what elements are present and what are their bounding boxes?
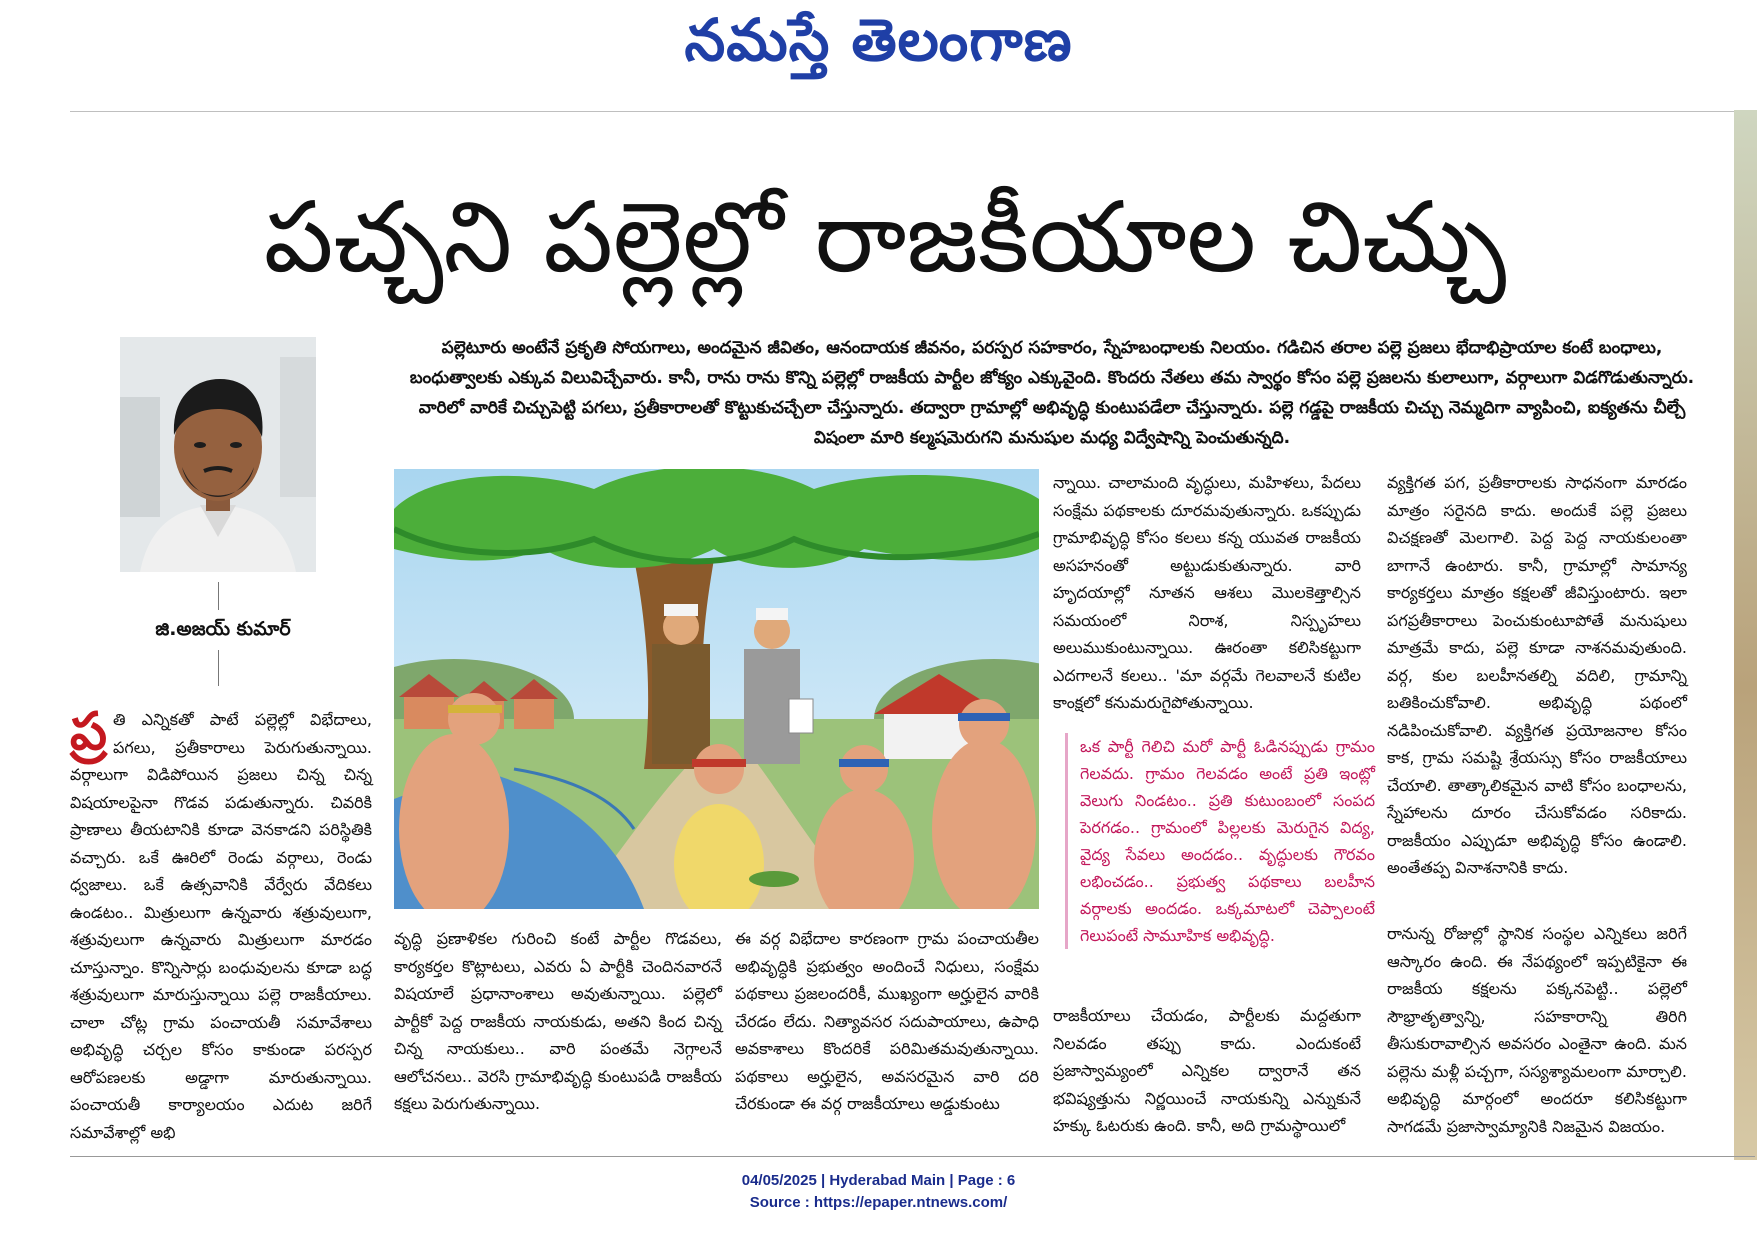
footer-divider — [70, 1156, 1755, 1157]
column-2-text: వృద్ధి ప్రణాళికల గురించి కంటే పార్టీల గొడవలు, కార్యకర్తల కొట్లాటలు, ఎవరు ఏ పార్టీకి చెందినవారనే విషయాలే ప్రధానాంశాలు అవుతున్నాయి. పల్లెలో పార్టీకో పెద్ద రాజకీయ నాయకుడు, అతని కింద చిన్న చిన్న నాయకులు.. వారి పంతమే నెగ్గాలనే ఆలోచనలు.. వెరసి గ్రామాభివృద్ధి కుంటుపడి రాజకీయ కక్షలు పెరుగుతున్నాయి. — [394, 929, 722, 1113]
pull-quote-text: ఒక పార్టీ గెలిచి మరో పార్టీ ఓడినప్పుడు గ్రామం గెలవదు. గ్రామం గెలవడం అంటే ప్రతి ఇంట్లో వెలుగు నిండటం.. ప్రతి కుటుంబంలో సంపద పెరగడం.. గ్రామంలో పిల్లలకు మెరుగైన విద్య, వైద్య సేవలు అందడం.. వృద్ధులకు గౌరవం లభించడం.. ప్రభుత్వ పథకాలు బలహీన వర్గాలకు అందడం. ఒక్కమాటలో చెప్పాలంటే గెలుపంటే సామూహిక అభివృద్ధి. — [1080, 737, 1375, 945]
intro-text: పల్లెటూరు అంటేనే ప్రకృతి సోయగాలు, అందమైన జీవితం, ఆనందాయక జీవనం, పరస్పర సహకారం, స్నేహబంధాలకు నిలయం. గడిచిన తరాల పల్లె ప్రజలు భేదాభిప్రాయాల కంటే బంధాలు, బంధుత్వాలకు ఎక్కువ విలువిచ్చేవారు. కానీ, రాను రాను కొన్ని పల్లెల్లో రాజకీయ పార్టీల జోక్యం ఎక్కువైంది. కొందరు నేతలు తమ స్వార్థం కోసం పల్లె ప్రజలను కులాలుగా, వర్గాలుగా విడగొడుతున్నారు. వారిలో వారికే చిచ్చుపెట్టి పగలు, ప్రతీకారాలతో కొట్టుకుచచ్చేలా చేస్తున్నారు. తద్వారా గ్రామాల్లో అభివృద్ధి కుంటుపడేలా చేస్తున్నారు. పల్లె గడ్డపై రాజకీయ చిచ్చు నెమ్మదిగా వ్యాపించి, ఐక్యతను చీల్చే విషంలా మారి కల్మషమెరుగని మనుషుల మధ్య విద్వేషాన్ని పెంచుతున్నది. — [409, 338, 1695, 448]
byline-rule-top — [218, 582, 219, 610]
column-3-text: ఈ వర్గ విభేదాల కారణంగా గ్రామ పంచాయతీల అభివృద్ధికి ప్రభుత్వం అందించే నిధులు, సంక్షేమ పథకాలు ప్రజలందరికీ, ముఖ్యంగా అర్హులైన వారికి చేరడం లేదు. నిత్యావసర సదుపాయాలు, ఉపాధి అవకాశాలు కొందరికే పరిమితమవుతున్నాయి. పథకాలు అర్హులైన, అవసరమైన వారి దరి చేరకుండా ఈ వర్గ రాజకీయాలు అడ్డుకుంటు — [735, 929, 1039, 1113]
village-politics-illustration — [394, 469, 1039, 909]
author-name: జి.అజయ్ కుమార్ — [155, 618, 291, 640]
column-5-bottom-text: రానున్న రోజుల్లో స్థానిక సంస్థల ఎన్నికలు జరిగే ఆస్కారం ఉంది. ఈ నేపథ్యంలో ఇప్పటికైనా ఈ రాజకీయ కక్షలను పక్కనపెట్టి.. పల్లెలో సౌభ్రాతృత్వాన్ని, సహకారాన్ని తిరిగి తీసుకురావాల్సిన అవసరం ఎంతైనా ఉంది. మన పల్లెను మళ్లీ పచ్చగా, సస్యశ్యామలంగా మార్చాలి. అభివృద్ధి మార్గంలో అందరూ కలిసికట్టుగా సాగడమే ప్రజాస్వామ్యానికి నిజమైన విజయం. — [1387, 924, 1687, 1136]
edition-info: 04/05/2025 | Hyderabad Main | Page : 6 — [741, 1172, 1016, 1189]
pull-quote — [1065, 733, 1375, 949]
column-5-top-text: వ్యక్తిగత పగ, ప్రతీకారాలకు సాధనంగా మారడం మాత్రం సరైనది కాదు. అందుకే పల్లె ప్రజలు విచక్షణతో మెలగాలి. పెద్ద పెద్ద నాయకులంతా బాగానే ఉంటారు. కానీ, గ్రామాల్లో సామాన్య కార్యకర్తలు మాత్రం కక్షలతో జీవిస్తుంటారు. ఇలా పగప్రతీకారాలు పెంచుకుంటూపోతే మనుషులు మాత్రమే కాదు, పల్లె కూడా నాశనమవుతుంది. వర్గ, కుల బలహీనతల్ని వదిలి, గ్రామాన్ని బతికించుకోవాలి. అభివృద్ధి పథంలో నడిపించుకోవాలి. వ్యక్తిగత ప్రయోజనాల కోసం కాక, గ్రామ సమష్టి శ్రేయస్సు కోసం రాజకీయాలు చేయాలి. తాత్కాలికమైన వాటి కోసం బంధాలను, స్నేహాలను దూరం చేసుకోవడం సరికాదు. రాజకీయం ఎప్పుడూ అభివృద్ధి కోసం ఉండాలి. అంతేతప్ప వినాశనానికి కాదు. — [1387, 473, 1687, 877]
article-intro — [402, 333, 1702, 453]
article-column-1 — [70, 702, 372, 1146]
article-column-3 — [735, 925, 1039, 1118]
column-4-top-text: న్నాయి. చాలామంది వృద్ధులు, మహిళలు, పేదలు సంక్షేమ పథకాలకు దూరమవుతున్నారు. ఒకప్పుడు గ్రామాభివృద్ధి కోసం కలలు కన్న యువత రాజకీయ అసహనంతో అట్టుడుకుతున్నారు. వారి హృదయాల్లో నూతన ఆశలు మొలకెత్తాల్సిన సమయంలో నిరాశ, నిస్పృహలు అలుముకుంటున్నాయి. ఊరంతా కలిసికట్టుగా ఎదగాలనే కలలు.. 'మా వర్గమే గెలవాలనే కుటిల కాంక్షలో కనుమరుగైపోతున్నాయి. — [1053, 473, 1361, 712]
article-column-2 — [394, 925, 722, 1118]
masthead-divider — [70, 111, 1750, 112]
article-column-4-bottom — [1053, 1002, 1361, 1140]
article-headline: పచ్చని పల్లెల్లో రాజకీయాల చిచ్చు — [263, 181, 1507, 295]
article-column-5-bottom — [1387, 920, 1687, 1140]
masthead-logo: నమస్తే తెలంగాణ — [684, 6, 1073, 74]
article-column-5-top — [1387, 469, 1687, 882]
adjacent-article-edge — [1734, 110, 1757, 1160]
byline-rule-bottom — [218, 650, 219, 686]
column-1-text: తి ఎన్నికతో పాటే పల్లెల్లో విభేదాలు, పగలు, ప్రతీకారాలు పెరుగుతున్నాయి. వర్గాలుగా విడిపోయిన ప్రజలు చిన్న చిన్న విషయాలపైనా గొడవ పడుతున్నారు. చివరికి ప్రాణాలు తీయటానికి కూడా వెనకాడని పరిస్థితికి వచ్చారు. ఒకే ఊరిలో రెండు వర్గాలు, రెండు ధ్వజాలు. ఒకే ఉత్సవానికి వేర్వేరు వేదికలు ఉండటం.. మిత్రులుగా ఉన్నవారు శత్రువులుగా, శత్రువులుగా ఉన్నవారు మిత్రులుగా మారడం చూస్తున్నాం. కొన్నిసార్లు బంధువులను కూడా బద్ధ శత్రువులుగా మారుస్తున్నాయి పల్లె రాజకీయాలు. చాలా చోట్ల గ్రామ పంచాయతీ సమావేశాలు అభివృద్ధి చర్చల కోసం కాకుండా పరస్పర ఆరోపణలకు అడ్డాగా మారుతున్నాయి. పంచాయతీ కార్యాలయం ఎదుట జరిగే సమావేశాల్లో అభి — [70, 710, 372, 1142]
author-photo — [120, 337, 316, 572]
source-link[interactable]: Source : https://epaper.ntnews.com/ — [749, 1194, 1008, 1211]
article-column-4-top — [1053, 469, 1361, 717]
drop-cap: ప్ర — [70, 702, 107, 762]
column-4-bottom-text: రాజకీయాలు చేయడం, పార్టీలకు మద్దతుగా నిలవడం తప్పు కాదు. ఎందుకంటే ప్రజాస్వామ్యంలో ఎన్నికల ద్వారానే తన భవిష్యత్తును నిర్ణయించే నాయకున్ని ఎన్నుకునే హక్కు ఓటరుకు ఉంది. కానీ, అది గ్రామస్థాయిలో — [1053, 1006, 1361, 1135]
